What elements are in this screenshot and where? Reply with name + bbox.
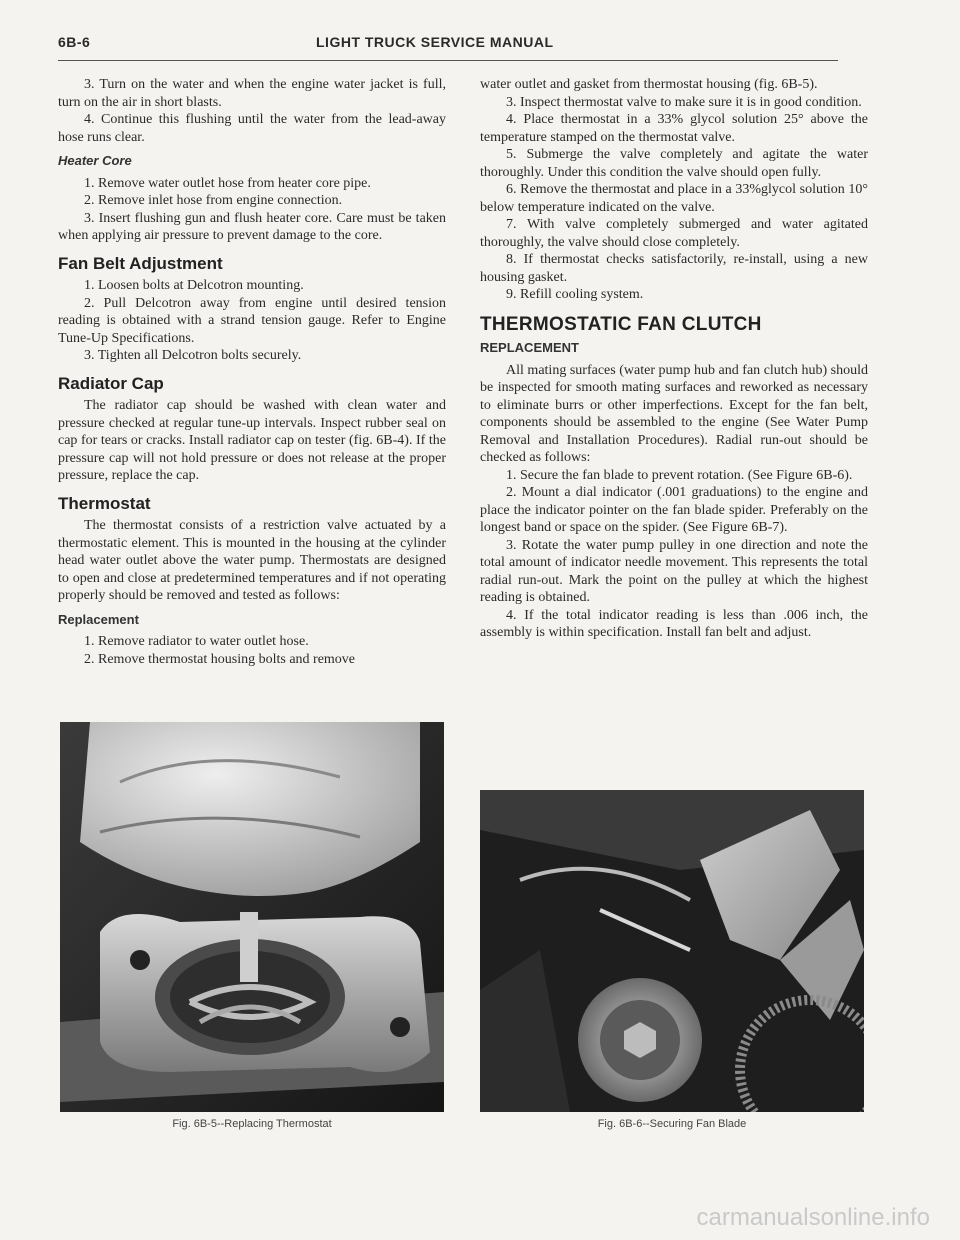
page-number: 6B-6 xyxy=(58,34,91,50)
left-column xyxy=(58,76,446,668)
fan-clutch-step: 2. Mount a dial indicator (.001 graduations) to the engine and place the indicator pointer on the fan blade spider. Preferably on the longest band or space on the spider. (See Figure 6B-7). xyxy=(480,485,868,535)
heater-core-step: 3. Insert flushing gun and flush heater core. Care must be taken when applying air pressure to prevent damage to the core. xyxy=(58,210,446,243)
thermostat-step: 8. If thermostat checks satisfactorily, re-install, using a new housing gasket. xyxy=(480,252,868,285)
header-rule xyxy=(58,60,838,61)
thermostat-step: 7. With valve completely submerged and water agitated thoroughly, the valve should close completely. xyxy=(480,217,868,250)
heater-core-heading: Heater Core xyxy=(58,153,132,168)
fan-belt-step: 1. Loosen bolts at Delcotron mounting. xyxy=(84,278,304,293)
fan-belt-step: 2. Pull Delcotron away from engine until desired tension reading is obtained with a strand tension gauge. Refer to Engine Tune-Up Specifications. xyxy=(58,295,446,346)
thermostat-photo xyxy=(60,722,444,1112)
thermostat-step: 3. Inspect thermostat valve to make sure it is in good condition. xyxy=(506,94,862,110)
fan-belt-heading: Fan Belt Adjustment xyxy=(58,253,223,273)
replacement-subheading: Replacement xyxy=(58,611,139,627)
thermostat-step: 4. Place thermostat in a 33% glycol solution 25° above the temperature stamped on the thermostat valve. xyxy=(480,112,868,145)
figure-caption-right: Fig. 6B-6--Securing Fan Blade xyxy=(597,1118,747,1130)
radiator-cap-heading: Radiator Cap xyxy=(58,373,164,393)
replacement-step: 1. Remove radiator to water outlet hose. xyxy=(84,634,309,649)
fan-clutch-step: 3. Rotate the water pump pulley in one direction and note the total amount of indicator needle movement. This represents the total radial run-out. Mark the point on the pulley at which the highest reading is obtained. xyxy=(480,537,868,605)
fan-belt-step: 3. Tighten all Delcotron bolts securely. xyxy=(84,348,302,363)
figure-caption-left: Fig. 6B-5--Replacing Thermostat xyxy=(172,1118,332,1130)
thermostat-step: 6. Remove the thermostat and place in a 33%glycol solution 10° below temperature indicated on the valve. xyxy=(480,182,868,215)
intro-step: 3. Turn on the water and when the engine water jacket is full, turn on the air in short blasts. xyxy=(58,77,446,110)
manual-title: LIGHT TRUCK SERVICE MANUAL xyxy=(316,34,554,50)
continuation-text: water outlet and gasket from thermostat housing (fig. 6B-5). xyxy=(480,77,818,92)
page-header xyxy=(58,34,838,56)
heater-core-step: 2. Remove inlet hose from engine connection. xyxy=(84,193,343,208)
radiator-cap-paragraph: The radiator cap should be washed with clean water and pressure checked at regular tune-up intervals. Inspect rubber seal on cap for tears or cracks. Install radiator cap on tester (fig. 6B-4). If the pressure cap will not hold pressure or does not release at the proper pressure, replace the cap. xyxy=(58,398,446,483)
thermostat-heading: Thermostat xyxy=(58,493,151,513)
replacement-step: 2. Remove thermostat housing bolts and remove xyxy=(84,651,356,667)
fan-clutch-heading: THERMOSTATIC FAN CLUTCH xyxy=(480,313,762,335)
fan-clutch-subheading: REPLACEMENT xyxy=(480,340,579,355)
right-column xyxy=(480,76,868,642)
thermostat-step: 5. Submerge the valve completely and agitate the water thoroughly. Under this condition the valve should open fully. xyxy=(480,147,868,180)
heater-core-step: 1. Remove water outlet hose from heater core pipe. xyxy=(84,175,371,191)
fan-clutch-paragraph: All mating surfaces (water pump hub and fan clutch hub) should be inspected for smooth mating surfaces and reworked as necessary to eliminate burrs or other imperfections. Except for the fan belt, components should be assembled to the engine (See Water Pump Removal and Installation Procedures). Radial run-out should be checked as follows: xyxy=(480,362,868,465)
watermark: carmanualsonline.info xyxy=(696,1204,930,1231)
fan-blade-photo xyxy=(480,790,864,1112)
intro-step: 4. Continue this flushing until the water from the lead-away hose runs clear. xyxy=(58,112,446,145)
thermostat-paragraph: The thermostat consists of a restriction valve actuated by a thermostatic element. This is mounted in the housing at the cylinder head water outlet above the water pump. Thermostats are designed to open and close at predetermined temperatures and if not operating properly should be removed and tested as follows: xyxy=(58,518,446,603)
thermostat-step: 9. Refill cooling system. xyxy=(506,287,644,302)
fan-clutch-step: 1. Secure the fan blade to prevent rotation. (See Figure 6B-6). xyxy=(506,467,853,483)
fan-clutch-step: 4. If the total indicator reading is less than .006 inch, the assembly is within specification. Install fan belt and adjust. xyxy=(480,607,868,640)
